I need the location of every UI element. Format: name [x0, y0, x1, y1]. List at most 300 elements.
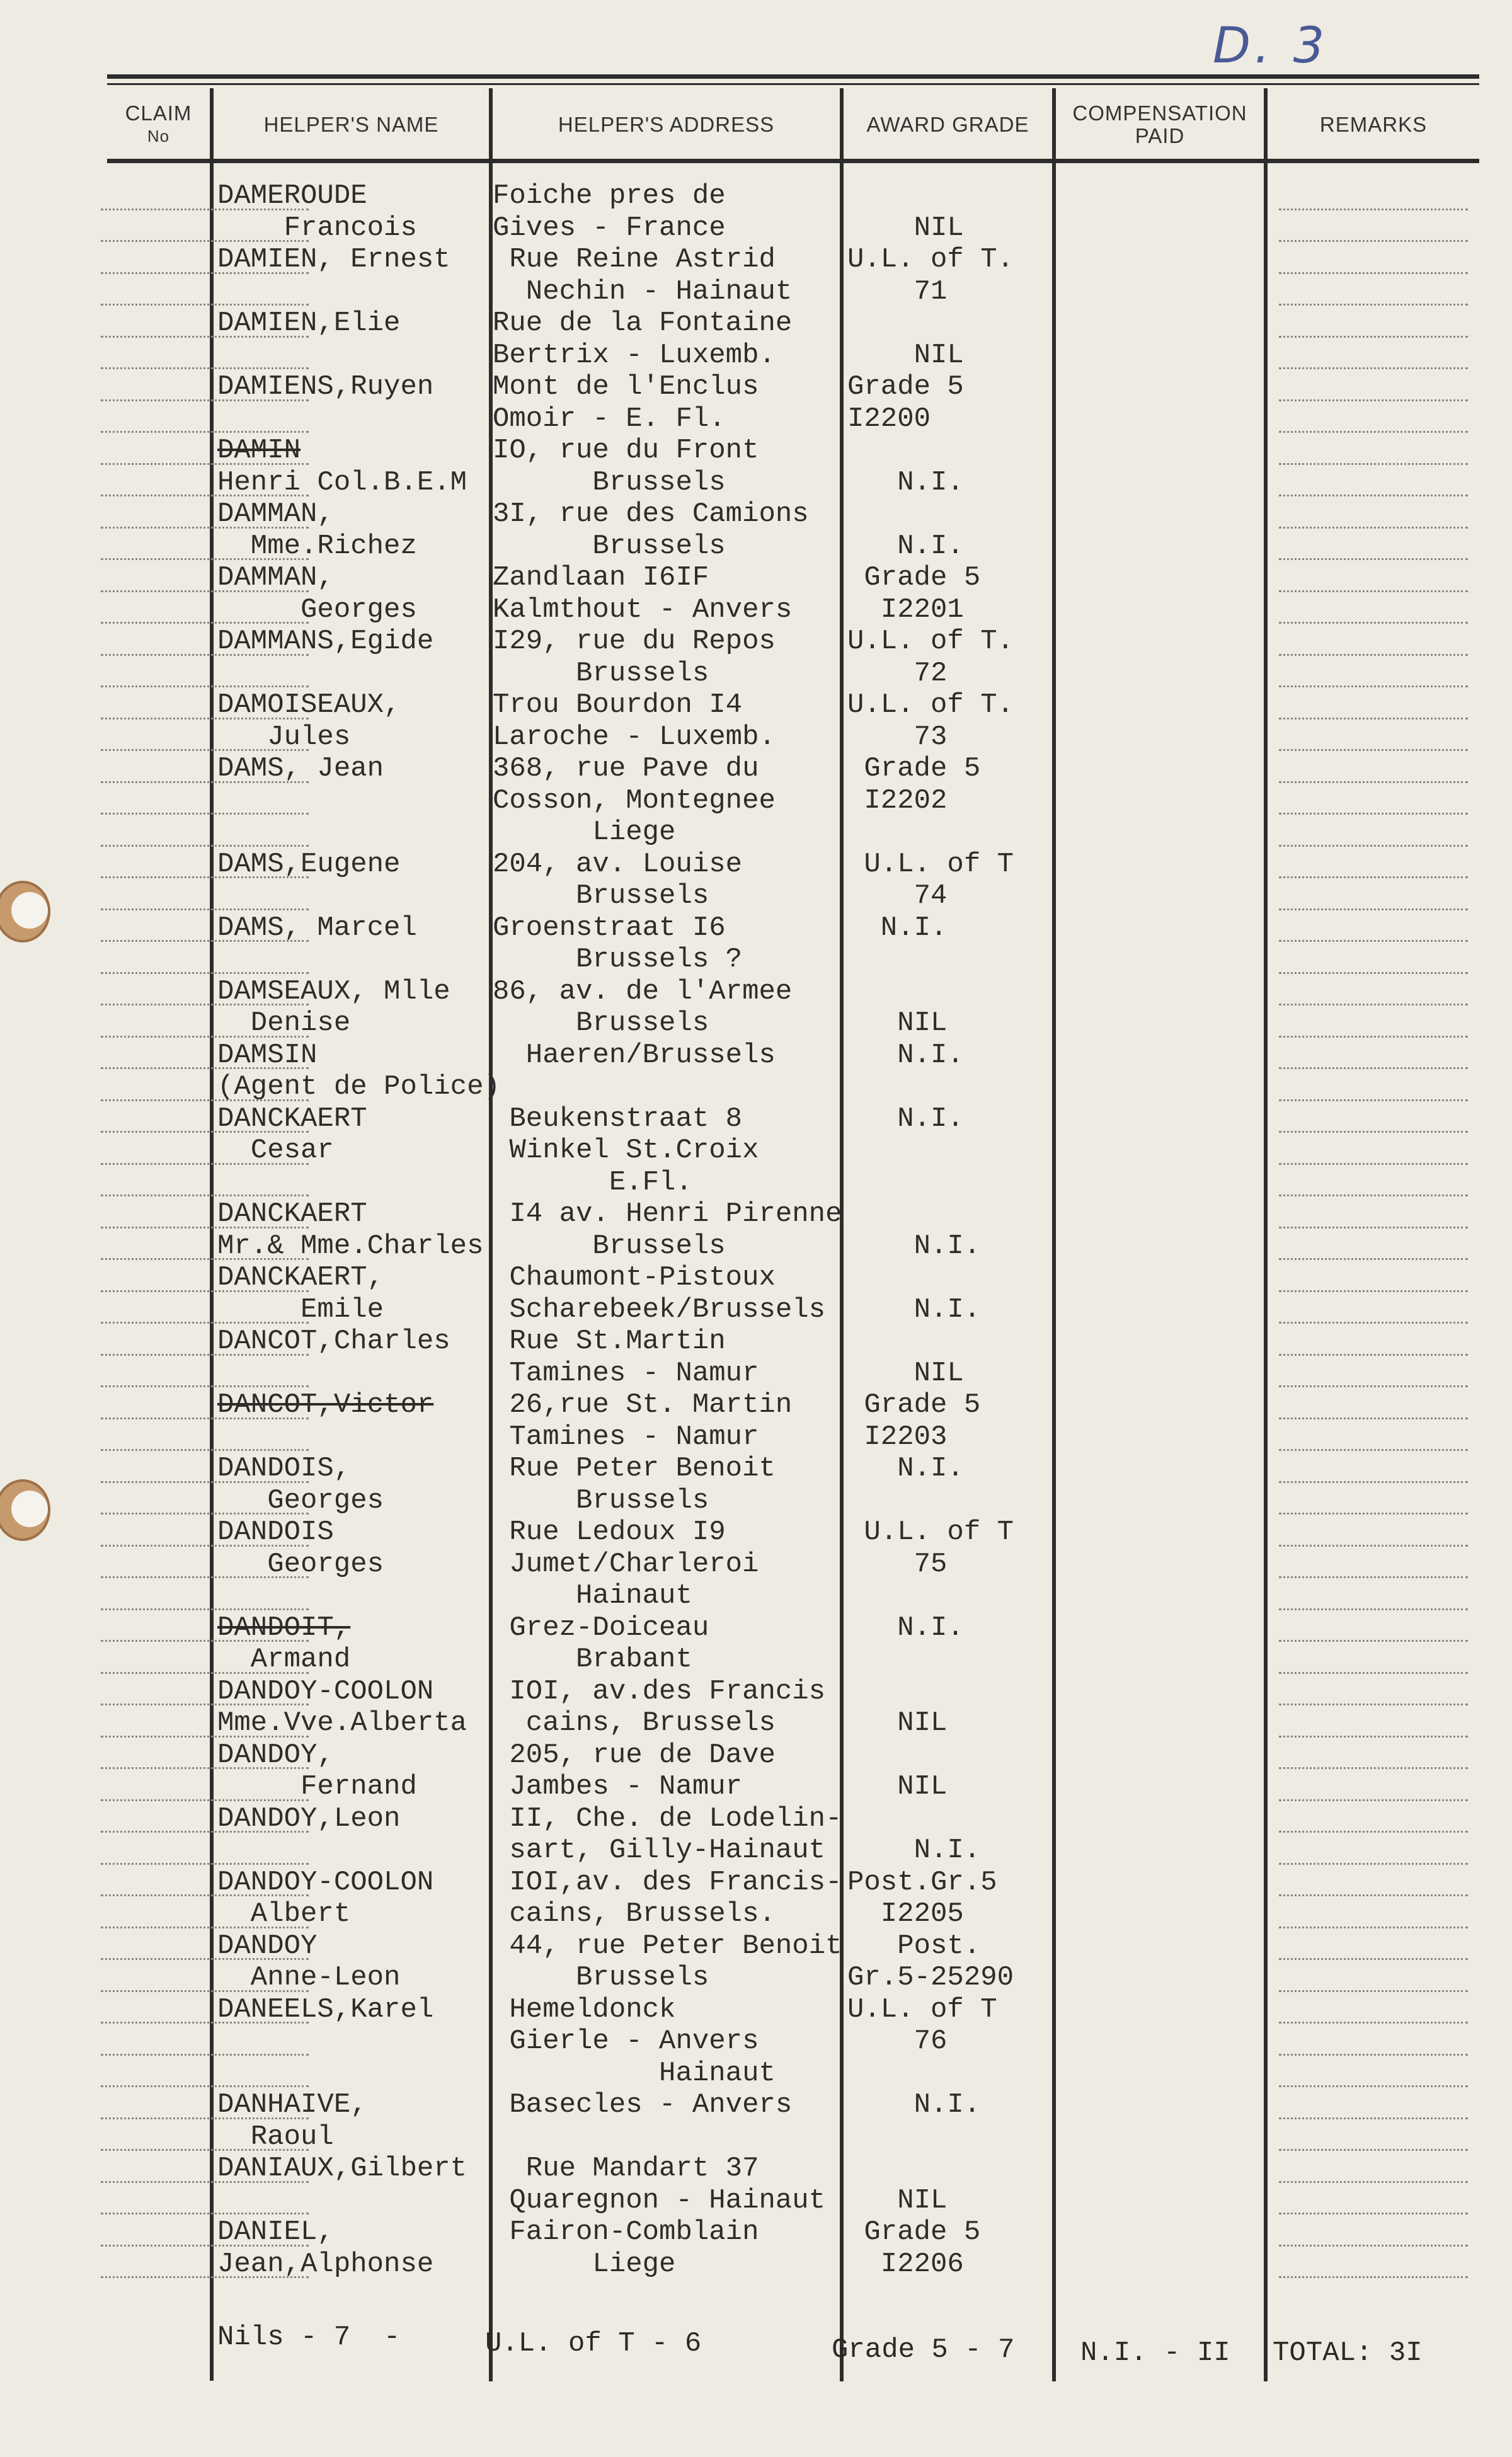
row-22-name-line-0: DANDOY-COOLON [217, 1675, 434, 1707]
row-6-name-line-0: DAMMAN, [217, 562, 334, 593]
row-28-address-line-0: Basecles - Anvers [493, 2089, 793, 2121]
header-remarks [1268, 94, 1479, 155]
ruled-line [1279, 622, 1468, 624]
header-address-label: HELPER'S ADDRESS [558, 113, 775, 136]
ruled-line [101, 940, 309, 942]
row-24-address-line-1: sart, Gilly-Hainaut [493, 1835, 826, 1866]
row-22-name-line-1: Mme.Vve.Alberta [217, 1707, 467, 1739]
col-divider-4 [1052, 88, 1056, 2381]
ruled-line [1279, 781, 1468, 783]
ruled-line [101, 1704, 309, 1705]
footer-nils: Nils - 7 - [217, 2322, 401, 2353]
ruled-line [1279, 685, 1468, 687]
row-20-address-line-1: Jumet/Charleroi [493, 1548, 759, 1580]
footer-total: TOTAL: 3I [1273, 2337, 1423, 2369]
row-2-name-line-0: DAMIEN,Elie [217, 307, 401, 339]
ruled-line [1279, 1958, 1468, 1960]
row-3-award-line-0: Grade 5 [847, 371, 964, 403]
ruled-line [1279, 1640, 1468, 1642]
row-9-award-line-0: Grade 5 [847, 753, 981, 784]
ruled-line [1279, 495, 1468, 496]
row-11-address-line-0: Groenstraat I6 [493, 912, 726, 944]
row-27-address-line-0: Hemeldonck [493, 1993, 676, 2025]
row-3-address-line-1: Omoir - E. Fl. [493, 403, 726, 435]
ruled-line [101, 2245, 309, 2247]
row-8-address-line-1: Laroche - Luxemb. [493, 721, 776, 753]
row-8-name-line-0: DAMOISEAUX, [217, 689, 401, 721]
ruled-line [101, 2149, 309, 2151]
row-11-award-line-0: N.I. [847, 912, 948, 944]
ruled-line [101, 2117, 309, 2119]
ruled-line [1279, 1449, 1468, 1451]
row-10-award-line-1: 74 [847, 880, 948, 912]
row-6-address-line-0: Zandlaan I6IF [493, 562, 709, 593]
row-1-address-line-1: Nechin - Hainaut [493, 275, 793, 307]
row-22-address-line-0: IOI, av.des Francis [493, 1675, 826, 1707]
ruled-line [101, 2085, 309, 2087]
ruled-line [101, 1736, 309, 1738]
row-6-award-line-0: Grade 5 [847, 562, 981, 593]
row-2-award-line-1: NIL [847, 339, 964, 371]
ruled-line [1279, 272, 1468, 274]
ruled-line [1279, 1036, 1468, 1038]
row-12-award-line-1: NIL [847, 1007, 948, 1039]
ruled-line [101, 1258, 309, 1260]
row-19-award-line-0: N.I. [847, 1453, 964, 1484]
row-9-address-line-2: Liege [493, 816, 676, 848]
row-20-address-line-2: Hainaut [493, 1580, 692, 1612]
row-22-award-line-1: NIL [847, 1707, 948, 1739]
ruled-line [101, 336, 309, 338]
ruled-line [1279, 845, 1468, 847]
row-14-name-line-0: DANCKAERT [217, 1102, 367, 1135]
header-name [214, 94, 489, 155]
ruled-line [101, 685, 309, 687]
ruled-line [101, 1831, 309, 1833]
ruled-line [101, 718, 309, 719]
row-13-address-line-0: Haeren/Brussels [493, 1039, 776, 1071]
row-15-address-line-0: I4 av. Henri Pirenne [493, 1198, 842, 1230]
row-30-name-line-1: Jean,Alphonse [217, 2248, 434, 2280]
row-13-name-line-0: DAMSIN [217, 1039, 318, 1071]
ruled-line [101, 1863, 309, 1865]
header-comp-paid: PAID [1135, 124, 1185, 147]
ruled-line [1279, 1576, 1468, 1578]
header-claim [107, 94, 210, 155]
row-1-award-line-1: 71 [847, 275, 948, 307]
ruled-line [1279, 558, 1468, 560]
ruled-line [1279, 527, 1468, 529]
row-6-award-line-1: I2201 [847, 593, 964, 626]
ruled-line [1279, 2054, 1468, 2056]
row-17-address-line-1: Tamines - Namur [493, 1357, 759, 1389]
ruled-line [101, 399, 309, 401]
row-3-address-line-0: Mont de l'Enclus [493, 371, 759, 403]
row-4-address-line-0: IO, rue du Front [493, 435, 759, 466]
ruled-line [101, 1194, 309, 1196]
row-26-award-line-0: Post. [847, 1930, 981, 1962]
row-1-address-line-0: Rue Reine Astrid [493, 244, 776, 275]
ruled-line [101, 622, 309, 624]
ruled-line [1279, 431, 1468, 433]
ruled-line [101, 1354, 309, 1356]
row-26-address-line-1: Brussels [493, 1962, 709, 1993]
footer-ni: N.I. - II [1080, 2337, 1230, 2369]
row-8-award-line-1: 73 [847, 721, 948, 753]
ruled-line [101, 1290, 309, 1292]
row-28-award-line-0: N.I. [847, 2089, 981, 2121]
row-6-name-line-1: Georges [217, 593, 417, 626]
header-remarks-label: REMARKS [1319, 113, 1428, 136]
row-26-name-line-0: DANDOY [217, 1930, 318, 1962]
row-20-award-line-1: 75 [847, 1548, 948, 1580]
ruled-line [1279, 813, 1468, 815]
row-21-name-line-0: DANDOIT, [217, 1612, 351, 1644]
ruled-line [101, 240, 309, 242]
row-27-award-line-0: U.L. of T [847, 1993, 997, 2025]
header-rule [107, 159, 1479, 163]
row-26-name-line-1: Anne-Leon [217, 1962, 401, 1993]
col-divider-3 [840, 88, 844, 2381]
ruled-line [101, 813, 309, 815]
row-24-address-line-0: II, Che. de Lodelin- [493, 1802, 842, 1835]
ruled-line [101, 1545, 309, 1547]
row-23-name-line-0: DANDOY, [217, 1739, 334, 1771]
row-27-address-line-1: Gierle - Anvers [493, 2025, 759, 2057]
ruled-line [1279, 463, 1468, 465]
ruled-line [1279, 2213, 1468, 2214]
row-18-address-line-1: Tamines - Namur [493, 1421, 759, 1453]
ruled-line [101, 1513, 309, 1515]
row-24-name-line-0: DANDOY,Leon [217, 1802, 401, 1835]
row-0-name-line-1: Francois [217, 212, 417, 244]
ruled-line [101, 781, 309, 783]
ruled-line [1279, 209, 1468, 210]
row-29-name-line-0: DANIAUX,Gilbert [217, 2153, 467, 2184]
header-address [493, 94, 840, 155]
row-27-name-line-0: DANEELS,Karel [217, 1993, 434, 2025]
row-5-address-line-1: Brussels [493, 530, 726, 562]
ruled-line [101, 1767, 309, 1769]
ruled-line [1279, 1990, 1468, 1992]
ruled-line [101, 463, 309, 465]
row-4-award-line-1: N.I. [847, 466, 964, 498]
row-0-address-line-1: Gives - France [493, 212, 726, 244]
ruled-line [101, 1576, 309, 1578]
ruled-line [1279, 1322, 1468, 1324]
ruled-line [101, 2181, 309, 2183]
header-award [844, 94, 1052, 155]
ruled-line [1279, 1767, 1468, 1769]
row-17-award-line-1: NIL [847, 1357, 964, 1389]
ruled-line [1279, 1927, 1468, 1928]
row-21-address-line-0: Grez-Doiceau [493, 1612, 709, 1644]
header-comp-label: COMPENSATION [1072, 101, 1247, 125]
ruled-line [1279, 2181, 1468, 2183]
row-30-address-line-0: Fairon-Comblain [493, 2216, 759, 2248]
ruled-line [101, 1608, 309, 1610]
row-6-address-line-1: Kalmthout - Anvers [493, 593, 793, 626]
row-30-award-line-1: I2206 [847, 2248, 964, 2280]
row-12-name-line-1: Denise [217, 1007, 351, 1039]
row-4-name-line-1: Henri Col.B.E.M [217, 466, 467, 498]
ruled-line [101, 1067, 309, 1069]
row-0-address-line-0: Foiche pres de [493, 180, 726, 212]
row-25-name-line-0: DANDOY-COOLON [217, 1866, 434, 1898]
row-14-award-line-0: N.I. [847, 1102, 964, 1135]
ruled-line [1279, 749, 1468, 751]
row-10-award-line-0: U.L. of T [847, 848, 1014, 880]
row-17-name-line-0: DANCOT,Charles [217, 1326, 450, 1357]
row-25-award-line-1: I2205 [847, 1898, 964, 1930]
ruled-line [1279, 1290, 1468, 1292]
row-9-address-line-0: 368, rue Pave du [493, 753, 759, 784]
row-18-award-line-0: Grade 5 [847, 1389, 981, 1421]
ruled-line [1279, 908, 1468, 910]
header-award-label: AWARD GRADE [866, 113, 1029, 136]
ruled-line [1279, 1481, 1468, 1483]
ruled-line [1279, 1513, 1468, 1515]
row-27-award-line-1: 76 [847, 2025, 948, 2057]
ruled-line [1279, 1194, 1468, 1196]
row-4-name-line-0: DAMIN [217, 435, 301, 466]
row-29-address-line-1: Quaregnon - Hainaut [493, 2184, 826, 2216]
header-claim-label: CLAIM [125, 101, 192, 125]
ruled-line [1279, 654, 1468, 656]
ruled-line [101, 1449, 309, 1451]
ruled-line [101, 1418, 309, 1419]
row-8-award-line-0: U.L. of T. [847, 689, 1014, 721]
ruled-line [101, 209, 309, 210]
row-10-name-line-0: DAMS,Eugene [217, 848, 401, 880]
row-19-address-line-1: Brussels [493, 1484, 709, 1516]
ruled-line [1279, 1418, 1468, 1419]
ruled-line [101, 2276, 309, 2278]
row-5-award-line-1: N.I. [847, 530, 964, 562]
row-16-award-line-1: N.I. [847, 1293, 981, 1326]
row-25-award-line-0: Post.Gr.5 [847, 1866, 997, 1898]
ruled-line [1279, 1831, 1468, 1833]
ruled-line [1279, 2276, 1468, 2278]
ruled-line [1279, 304, 1468, 306]
row-27-address-line-2: Hainaut [493, 2057, 776, 2089]
row-3-name-line-0: DAMIENS,Ruyen [217, 371, 434, 403]
ruled-line [1279, 1894, 1468, 1896]
ruled-line [101, 1004, 309, 1005]
row-15-name-line-1: Mr.& Mme.Charles [217, 1230, 484, 1262]
ruled-line [101, 1099, 309, 1101]
header-claim-no: No [147, 127, 170, 146]
ruled-line [101, 1990, 309, 1992]
ruled-line [101, 845, 309, 847]
ruled-line [1279, 972, 1468, 974]
ruled-line [101, 2022, 309, 2024]
ruled-line [1279, 1099, 1468, 1101]
row-7-name-line-0: DAMMANS,Egide [217, 626, 434, 657]
top-rule [107, 74, 1479, 79]
row-24-award-line-1: N.I. [847, 1835, 981, 1866]
row-7-address-line-0: I29, rue du Repos [493, 626, 776, 657]
ruled-line [1279, 1385, 1468, 1387]
ruled-line [1279, 1736, 1468, 1738]
ruled-line [101, 908, 309, 910]
row-8-address-line-0: Trou Bourdon I4 [493, 689, 743, 721]
ruled-line [101, 1799, 309, 1801]
ruled-line [1279, 2022, 1468, 2024]
row-19-name-line-1: Georges [217, 1484, 384, 1516]
ruled-line [101, 1036, 309, 1038]
row-14-name-line-1: Cesar [217, 1135, 334, 1166]
ruled-line [1279, 940, 1468, 942]
row-18-name-line-0: DANCOT,Victor [217, 1389, 434, 1421]
ruled-line [101, 367, 309, 369]
ruled-line [1279, 336, 1468, 338]
row-25-name-line-1: Albert [217, 1898, 351, 1930]
row-12-address-line-0: 86, av. de l'Armee [493, 975, 793, 1007]
footer-grade: Grade 5 - 7 [832, 2334, 1015, 2366]
row-21-address-line-1: Brabant [493, 1644, 692, 1675]
ruled-line [1279, 2085, 1468, 2087]
ruled-line [101, 1385, 309, 1387]
row-20-name-line-1: Georges [217, 1548, 384, 1580]
row-20-name-line-0: DANDOIS [217, 1516, 334, 1548]
row-10-address-line-0: 204, av. Louise [493, 848, 743, 880]
row-7-award-line-0: U.L. of T. [847, 626, 1014, 657]
row-16-name-line-0: DANCKAERT, [217, 1262, 384, 1293]
row-1-name-line-0: DAMIEN, Ernest [217, 244, 450, 275]
ruled-line [101, 1481, 309, 1483]
row-12-address-line-1: Brussels [493, 1007, 709, 1039]
row-28-name-line-1: Raoul [217, 2121, 334, 2153]
ruled-line [101, 1958, 309, 1960]
row-5-name-line-1: Mme.Richez [217, 530, 417, 562]
row-2-address-line-0: Rue de la Fontaine [493, 307, 793, 339]
ruled-line [101, 876, 309, 878]
ruled-line [1279, 1672, 1468, 1674]
row-19-address-line-0: Rue Peter Benoit [493, 1453, 776, 1484]
ruled-line [1279, 1863, 1468, 1865]
ruled-line [1279, 1227, 1468, 1228]
ruled-line [1279, 2149, 1468, 2151]
row-29-award-line-1: NIL [847, 2184, 948, 2216]
row-11-address-line-1: Brussels ? [493, 944, 743, 975]
header-compensation [1056, 94, 1264, 155]
ruled-line [1279, 1545, 1468, 1547]
ruled-line [101, 1894, 309, 1896]
row-30-award-line-0: Grade 5 [847, 2216, 981, 2248]
row-9-address-line-1: Cosson, Montegnee [493, 784, 776, 816]
top-rule-thin [107, 83, 1479, 85]
ruled-line [101, 304, 309, 306]
row-13-name-line-1: (Agent de Police) [217, 1071, 500, 1102]
row-26-address-line-0: 44, rue Peter Benoit [493, 1930, 842, 1962]
ruled-line [1279, 1354, 1468, 1356]
ruled-line [1279, 1704, 1468, 1705]
ruled-line [101, 972, 309, 974]
ruled-line [1279, 1608, 1468, 1610]
ruled-line [101, 527, 309, 529]
row-23-name-line-1: Fernand [217, 1771, 417, 1802]
ruled-line [101, 1927, 309, 1928]
row-23-award-line-1: NIL [847, 1771, 948, 1802]
row-11-name-line-0: DAMS, Marcel [217, 912, 417, 944]
row-29-address-line-0: Rue Mandart 37 [493, 2153, 759, 2184]
ruled-line [1279, 1004, 1468, 1005]
row-23-address-line-1: Jambes - Namur [493, 1771, 743, 1802]
row-21-name-line-1: Armand [217, 1644, 351, 1675]
footer-ul: U.L. of T - 6 [485, 2328, 702, 2359]
ruled-line [101, 495, 309, 496]
row-5-name-line-0: DAMMAN, [217, 498, 334, 530]
ruled-line [1279, 1163, 1468, 1165]
row-15-name-line-0: DANCKAERT [217, 1198, 367, 1230]
ruled-line [101, 1131, 309, 1133]
ruled-line [101, 1672, 309, 1674]
ruled-line [101, 2054, 309, 2056]
row-14-address-line-1: Winkel St.Croix [493, 1135, 759, 1166]
ruled-line [101, 431, 309, 433]
row-15-award-line-1: N.I. [847, 1230, 981, 1262]
ruled-line [101, 558, 309, 560]
row-26-award-line-1: Gr.5-25290 [847, 1962, 1014, 1993]
col-divider-5 [1264, 88, 1268, 2381]
ruled-line [101, 1227, 309, 1228]
ruled-line [1279, 1067, 1468, 1069]
row-22-address-line-1: cains, Brussels [493, 1707, 776, 1739]
ruled-line [101, 2213, 309, 2214]
ruled-line [101, 1322, 309, 1324]
ruled-line [1279, 1799, 1468, 1801]
header-name-label: HELPER'S NAME [263, 113, 439, 136]
ruled-line [1279, 590, 1468, 592]
row-5-address-line-0: 3I, rue des Camions [493, 498, 809, 530]
row-19-name-line-0: DANDOIS, [217, 1453, 351, 1484]
ruled-line [1279, 1258, 1468, 1260]
row-1-award-line-0: U.L. of T. [847, 244, 1014, 275]
row-7-address-line-1: Brussels [493, 657, 709, 689]
row-7-award-line-1: 72 [847, 657, 948, 689]
row-25-address-line-1: cains, Brussels. [493, 1898, 776, 1930]
ruled-line [1279, 1131, 1468, 1133]
row-4-address-line-1: Brussels [493, 466, 726, 498]
row-14-address-line-2: E.Fl. [493, 1166, 692, 1198]
ruled-line [101, 590, 309, 592]
row-0-award-line-1: NIL [847, 212, 964, 244]
row-30-address-line-1: Liege [493, 2248, 676, 2280]
row-16-name-line-1: Emile [217, 1293, 384, 1326]
ruled-line [101, 272, 309, 274]
row-18-address-line-0: 26,rue St. Martin [493, 1389, 793, 1421]
page-mark: D. 3 [1213, 18, 1329, 74]
row-9-name-line-0: DAMS, Jean [217, 753, 384, 784]
row-30-name-line-0: DANIEL, [217, 2216, 334, 2248]
ruled-line [101, 1640, 309, 1642]
row-10-address-line-1: Brussels [493, 880, 709, 912]
row-13-award-line-0: N.I. [847, 1039, 964, 1071]
row-16-address-line-1: Scharebeek/Brussels [493, 1293, 826, 1326]
row-8-name-line-1: Jules [217, 721, 351, 753]
row-0-name-line-0: DAMEROUDE [217, 180, 367, 212]
punch-hole-2 [0, 1479, 50, 1541]
ruled-line [1279, 2245, 1468, 2247]
ruled-line [1279, 2117, 1468, 2119]
ruled-line [101, 654, 309, 656]
row-20-award-line-0: U.L. of T [847, 1516, 1014, 1548]
row-9-award-line-1: I2202 [847, 784, 948, 816]
row-28-name-line-0: DANHAIVE, [217, 2089, 367, 2121]
row-3-award-line-1: I2200 [847, 403, 931, 435]
row-25-address-line-0: IOI,av. des Francis- [493, 1866, 842, 1898]
